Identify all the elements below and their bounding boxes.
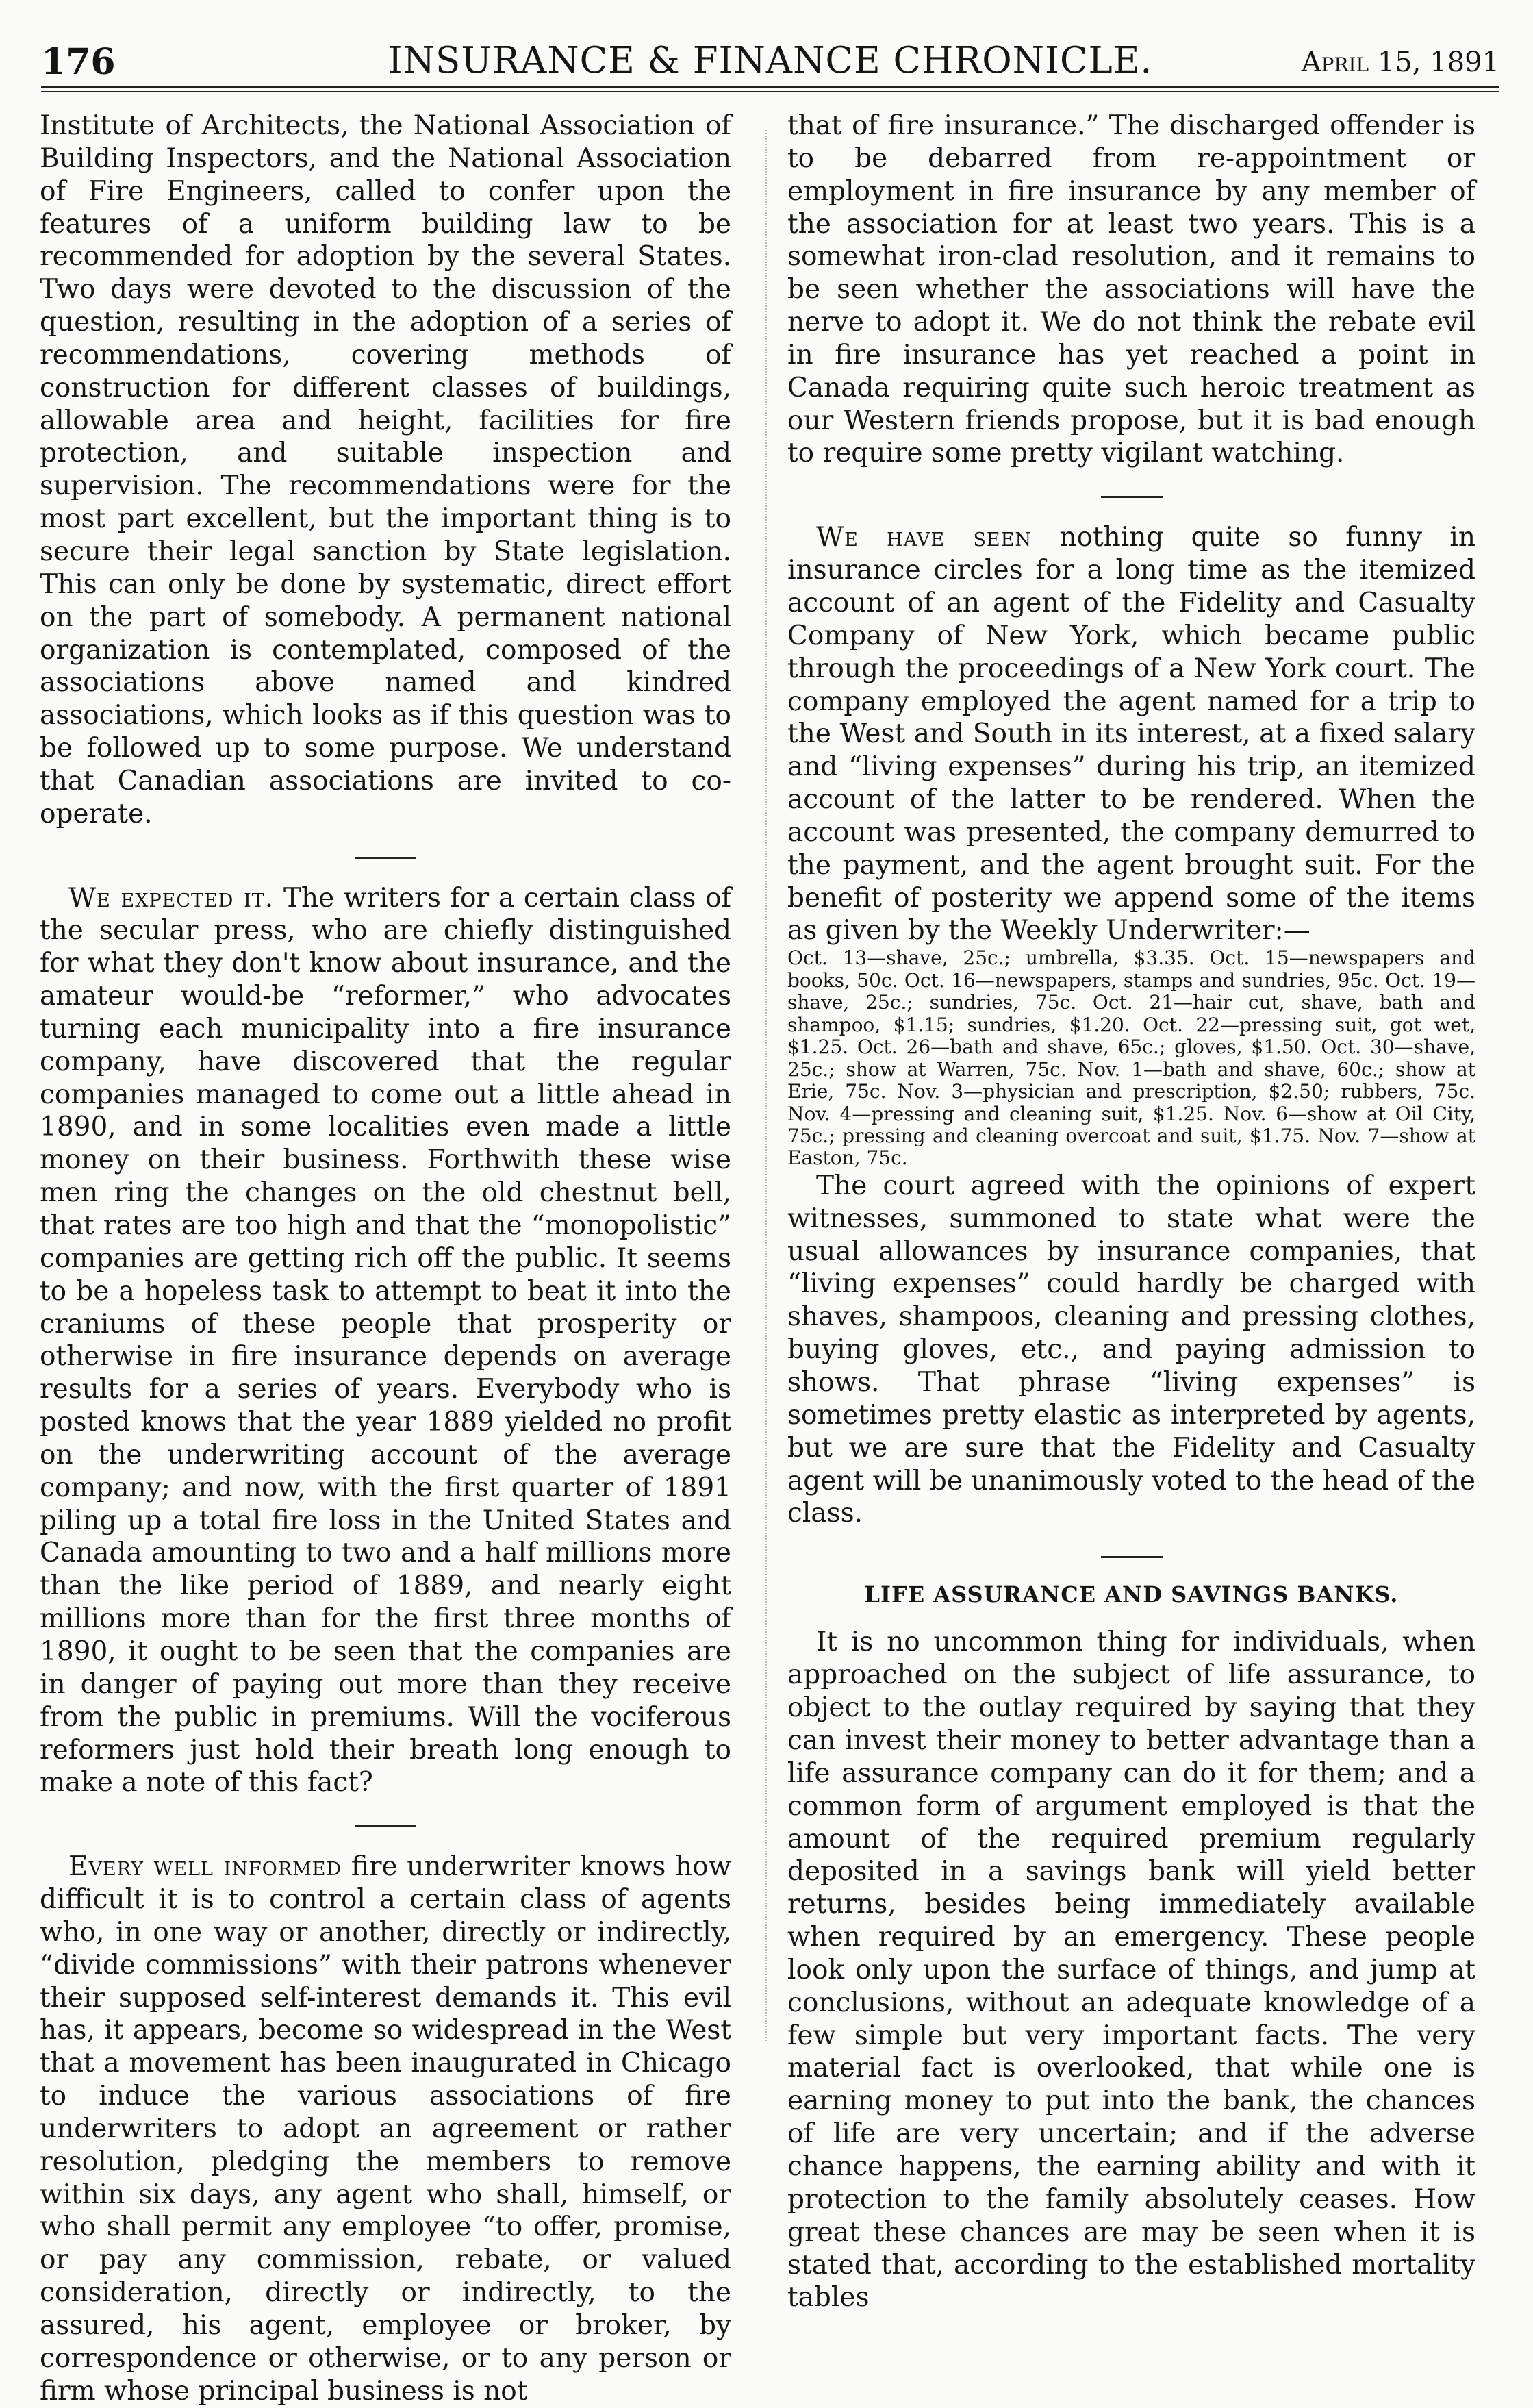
header-rule-thin — [41, 91, 1499, 92]
lead-in: Every well informed — [68, 1851, 342, 1883]
section-divider — [355, 857, 416, 859]
left-paragraph-3 — [40, 1851, 731, 2407]
column-separator — [765, 130, 770, 2041]
section-divider — [1101, 496, 1163, 498]
publication-title: INSURANCE & FINANCE CHRONICLE. — [388, 40, 1153, 81]
page-header — [41, 41, 1499, 82]
lead-in: We expected it. — [68, 882, 275, 914]
issue-date: April 15, 1891 — [1301, 47, 1499, 78]
right-paragraph-4: It is no uncommon thing for individuals, when approached on the subject of life assurance, to object to the outlay required by saying that they can invest their money to better advantage than a life assurance company can do it for them; and a common form of argument employed is that the amount of the required premium regularly deposited in a savings bank will yield better returns, besides being immediately available when required by an emergency. These people look only upon the surface of things, and jump at conclusions, without an adequate knowledge of a few simple but very important facts. The very material fact is overlooked, that while one is earning money to put into the bank, the chances of life are very uncertain; and if the adverse chance happens, the earning ability and with it protection to the family absolutely ceases. How great these chances are may be seen when it is stated that, according to the established mortality tables — [787, 1627, 1475, 2313]
left-column — [40, 110, 732, 2407]
left-paragraph-2 — [40, 882, 731, 1800]
header-rule — [41, 86, 1499, 88]
section-divider — [355, 1825, 416, 1827]
left-paragraph-1: Institute of Architects, the National Association of Building Inspectors, and the National Association of Fire Engineers, called to confer upon the features of a uniform building law to be recommended for adoption by the several States. Two days were devoted to the discussion of the question, resulting in the adoption of a series of recommendations, covering methods of construction for different classes of buildings, allowable area and height, facilities for fire protection, and suitable inspection and supervision. The recommendations were for the most part excellent, but the important thing is to secure their legal sanction by State legislation. This can only be done by systematic, direct effort on the part of somebody. A permanent national organization is contemplated, composed of the associations above named and kindred associations, which looks as if this question was to be followed up to some purpose. We understand that Canadian associations are invited to co-operate. — [40, 110, 731, 829]
section-divider — [1101, 1556, 1163, 1558]
page-number: 176 — [41, 41, 116, 83]
right-paragraph-2-body: nothing quite so funny in insurance circles for a long time as the itemized account of an agent of the Fidelity and Casualty Company of New York, which became public through the proceedings of a New York court. The company employed the agent named for a trip to the West and South in its interest, at a fixed salary and “living expenses” during his trip, an itemized account of the latter to be rendered. When the account was presented, the company demurred to the payment, and the agent brought suit. For the benefit of posterity we append some of the items as given by the Weekly Underwriter:— — [787, 522, 1475, 946]
left-paragraph-3-body: fire underwriter knows how difficult it is to control a certain class of agents who, in one way or another, directly or indirectly, “divide commissions” with their patrons whenever their supposed self-interest demands it. This evil has, it appears, become so widespread in the West that a movement has been inaugurated in Chicago to induce the various associations of fire underwriters to adopt an agreement or rather resolution, pledging the members to remove within six days, any agent who shall, himself, or who shall permit any employee “to offer, promise, or pay any commission, rebate, or valued consideration, directly or indirectly, to the assured, his agent, employee or broker, by correspondence or otherwise, or to any person or firm whose principal business is not — [40, 1851, 731, 2407]
right-paragraph-3: The court agreed with the opinions of expert witnesses, summoned to state what were the usual allowances by insurance companies, that “living expenses” could hardly be charged with shaves, shampoos, cleaning and pressing clothes, buying gloves, etc., and paying admission to shows. That phrase “living expenses” is sometimes pretty elastic as interpreted by agents, but we are sure that the Fidelity and Casualty agent will be unanimously voted to the head of the class. — [787, 1170, 1475, 1529]
lead-in: We have seen — [816, 522, 1032, 553]
section-heading: LIFE ASSURANCE AND SAVINGS BANKS. — [864, 1581, 1399, 1608]
right-column — [787, 110, 1475, 2313]
right-paragraph-2 — [787, 521, 1475, 947]
left-paragraph-2-body: The writers for a certain class of the secular press, who are chiefly distinguished for what they don't know about insurance, and the amateur would-be “reformer,” who advocates turning each municipality into a fire insurance company, have discovered that the regular companies managed to come out a little ahead in 1890, and in some localities even made a little money on their business. Forthwith these wise men ring the changes on the old chestnut bell, that rates are too high and that the “monopolistic” companies are getting rich off the public. It seems to be a hopeless task to attempt to beat it into the craniums of these people that prosperity or otherwise in fire insurance depends on average results for a series of years. Everybody who is posted knows that the year 1889 yielded no profit on the underwriting account of the average company; and now, with the first quarter of 1891 piling up a total fire loss in the United States and Canada amounting to two and a half millions more than the like period of 1889, and nearly eight millions more than for the first three months of 1890, it ought to be seen that the companies are in danger of paying out more than they receive from the public in premiums. Will the vociferous reformers just hold their breath long enough to make a note of this fact? — [40, 882, 732, 1798]
right-paragraph-1: that of fire insurance.” The discharged offender is to be debarred from re-appointment or employment in fire insurance by any member of the association for at least two years. This is a somewhat iron-clad resolution, and it remains to be seen whether the associations will have the nerve to adopt it. We do not think the rebate evil in fire insurance has yet reached a point in Canada requiring quite such heroic treatment as our Western friends propose, but it is bad enough to require some pretty vigilant watching. — [787, 110, 1475, 469]
expense-items: Oct. 13—shave, 25c.; umbrella, $3.35. Oct. 15—newspapers and books, 50c. Oct. 16—newspapers, stamps and sundries, 95c. Oct. 19—shave, 25c.; sundries, 75c. Oct. 21—hair cut, shave, bath and shampoo, $1.15; sundries, $1.20. Oct. 22—pressing suit, got wet, $1.25. Oct. 26—bath and shave, 65c.; gloves, $1.50. Oct. 30—shave, 25c.; show at Warren, 75c. Nov. 1—bath and shave, 60c.; show at Erie, 75c. Nov. 3—physician and prescription, $2.50; rubbers, 75c. Nov. 4—pressing and cleaning suit, $1.25. Nov. 6—show at Oil City, 75c.; pressing and cleaning overcoat and suit, $1.75. Nov. 7—show at Easton, 75c. — [787, 946, 1475, 1170]
